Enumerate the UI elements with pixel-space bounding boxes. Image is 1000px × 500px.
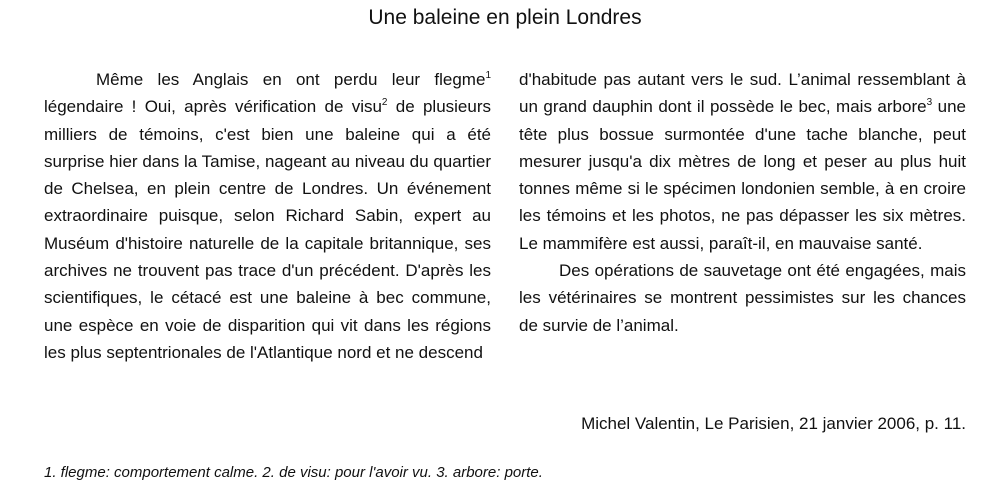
- text-segment: légendaire ! Oui, après vérification de visu: [44, 97, 382, 117]
- footnote-ref-3: 3: [926, 97, 933, 109]
- article-title: Une baleine en plein Londres: [368, 6, 642, 29]
- footnote-ref-1: 1: [485, 70, 491, 81]
- article-columns: [44, 66, 966, 366]
- left-column: [44, 66, 491, 366]
- article-source-signature: Michel Valentin, Le Parisien, 21 janvier 2006, p. 11.: [581, 414, 966, 433]
- text-segment: d'habitude pas autant vers le sud. L’animal ressemblant à un grand dauphin dont il possède le bec, mais arbore: [519, 70, 966, 117]
- text-segment: Même les Anglais en ont perdu leur flegme: [96, 70, 486, 89]
- right-column: [519, 66, 966, 366]
- paragraph-1-continued: [519, 66, 966, 257]
- text-segment: de plusieurs milliers de témoins, c'est bien une baleine qui a été surprise hier dans la Tamise, nageant au niveau du quartier de Chelsea, en plein centre de Londres. Un événement extraordinaire puisque, selon Richard Sabin, expert au Muséum d'histoire naturelle de la capitale britannique, ses archives ne trouvent pas trace d'un précédent. D'après les scientifiques, le cétacé est une baleine à bec commune, une espèce en voie de disparition qui vit dans les régions les plus septentrionales de l'Atlantique nord et ne descend: [44, 97, 491, 362]
- paragraph-2: Des opérations de sauvetage ont été engagées, mais les vétérinaires se montrent pessimistes sur les chances de survie de l’animal.: [519, 261, 966, 335]
- paragraph-1-start: [44, 66, 491, 366]
- footnotes: 1. flegme: comportement calme. 2. de visu: pour l'avoir vu. 3. arbore: porte.: [44, 464, 543, 481]
- text-segment: une tête plus bossue surmontée d'une tache blanche, peut mesurer jusqu'a dix mètres de long et peser au plus huit tonnes même si le spécimen londonien semble, à en croire les témoins et les photos, ne pas dépasser les six mètres. Le mammifère est aussi, paraît-il, en mauvaise santé.: [519, 97, 966, 253]
- footnote-ref-2: 2: [381, 97, 388, 109]
